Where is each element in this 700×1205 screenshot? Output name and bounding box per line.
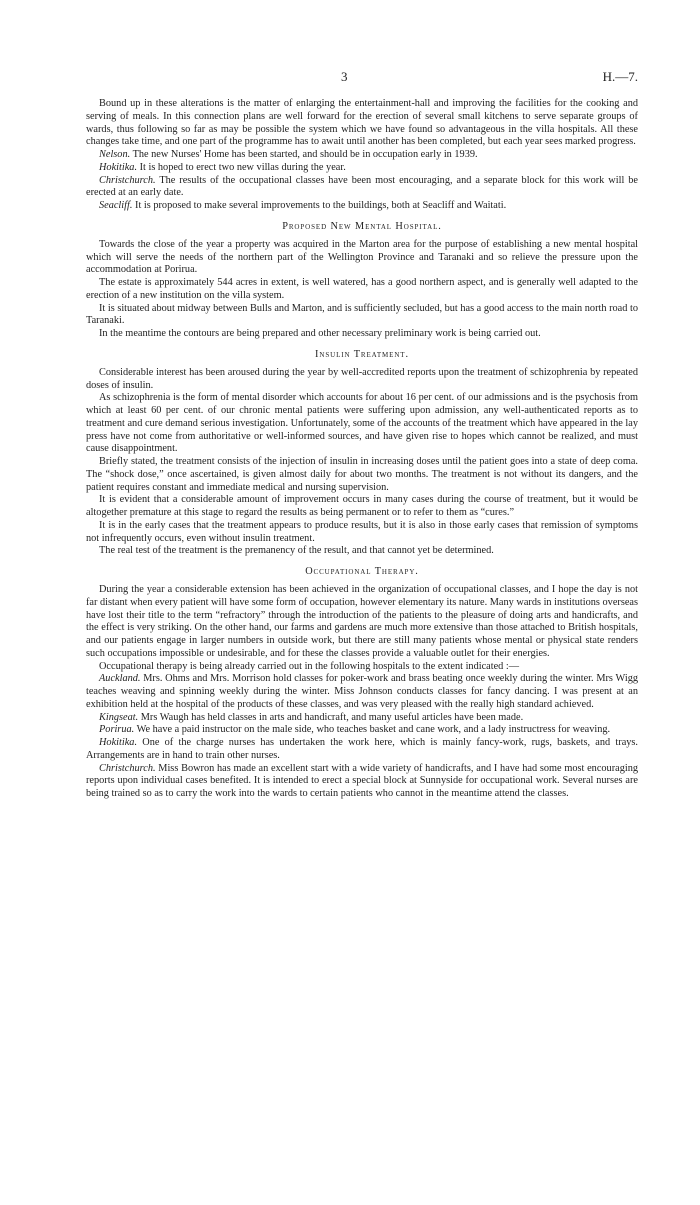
intro-paragraph: Bound up in these alterations is the matter of enlarging the entertainment-hall and improving the facilities for the cooking and serving of meals. In this connection plans are well forward for the erection of several small kitchens to serve separate groups of wards, thus following so far as may be possible the system which we have found so advantageous in the villa hospitals. All these changes take time, and one part of the programme has to await until another has been completed, but each year sees marked progress.: [86, 98, 638, 148]
institution-entry-seacliff: [86, 200, 638, 213]
paragraph: The real test of the treatment is the premanency of the result, and that cannot yet be determined.: [99, 545, 494, 557]
institution-name: Hokitika.: [99, 161, 138, 173]
page-number: 3: [341, 69, 348, 84]
institution-name: Seacliff.: [99, 200, 133, 211]
paragraph: Considerable interest has been aroused during the year by well-accredited reports upon the treatment of schizophrenia by repeated doses of insulin.: [86, 366, 638, 391]
document-reference: H.—7.: [602, 69, 638, 84]
hospital-text: One of the charge nurses has undertaken the work here, which is mainly fancy-work, rugs, baskets, and trays. Arrangements are in hand to train other nurses.: [86, 737, 638, 761]
hospital-name: Auckland.: [99, 673, 141, 685]
hospital-entry-porirua: [86, 724, 638, 737]
institution-text: The new Nurses' Home has been started, and should be in occupation early in 1939.: [130, 149, 478, 160]
paragraph: As schizophrenia is the form of mental disorder which accounts for about 16 per cent. of our admissions and is the psychosis from which at least 60 per cent. of our chronic mental patients were suffering upon admission, any well-authenticated reports as to treatment and cure demand serious investigation. Unfortunately, some of the accounts of the treatment which have appeared in the lay press have not come from authoritative or well-informed sources, and have given rise to hopes which cannot be realized, and must cause disappointment.: [86, 392, 638, 455]
institution-name: Nelson.: [99, 149, 131, 160]
institution-entry-hokitika: [86, 162, 638, 175]
section-heading-insulin: Insulin Treatment.: [315, 348, 409, 360]
hospital-name: Kingseat.: [99, 711, 139, 723]
section-heading-occupational: Occupational Therapy.: [305, 566, 419, 577]
paragraph: During the year a considerable extension has been achieved in the organization of occupational classes, and I hope the day is not far distant when every patient will have some form of occupation, however elementary its nature. Many wards in institutions overseas have lost their title to the term “refractory” through the introduction of the patients to the pleasure of doing arts and handicrafts, and the effect is very striking. On the other hand, our farms and gardens are much more extensive than those attached to British hospitals, and our patients engage in larger numbers in outside work, but there are still many patients whose mental or physical state renders such occupations impossible or undesirable, and for these the classes provide a valuable outlet for their energies.: [86, 584, 638, 659]
paragraph: It is in the early cases that the treatment appears to produce results, but it is also in those early cases that remission of symptoms not infrequently occurs, even without insulin treatment.: [86, 519, 638, 544]
institution-text: It is proposed to make several improvements to the buildings, both at Seacliff and Waitati.: [132, 200, 507, 211]
paragraph: Occupational therapy is being already carried out in the following hospitals to the extent indicated :—: [99, 660, 520, 672]
hospital-text: Miss Bowron has made an excellent start with a wide variety of handicrafts, and I have had some most encouraging reports upon individual cases benefited. It is intended to erect a special block at Sunnyside for occupational work. Several nurses are being trained so as to carry the work into the wards to certain patients who cannot in the meantime attend the classes.: [86, 762, 638, 799]
section-heading-mental-hospital: Proposed New Mental Hospital.: [282, 220, 442, 232]
hospital-text: Mrs Waugh has held classes in arts and handicraft, and many useful articles have been made.: [138, 711, 524, 723]
hospital-name: Porirua.: [99, 724, 135, 736]
hospital-text: We have a paid instructor on the male side, who teaches basket and cane work, and a lady instructress for weaving.: [134, 724, 611, 736]
institution-entry-christchurch: [86, 175, 638, 201]
hospital-entry-christchurch: [86, 763, 638, 801]
hospital-name: Hokitika.: [99, 737, 138, 748]
hospital-entry-auckland: [86, 673, 638, 711]
hospital-entry-kingseat: [86, 712, 638, 725]
paragraph: The estate is approximately 544 acres in extent, is well watered, has a good northern aspect, and is generally well adapted to the erection of a new institution on the villa system.: [86, 277, 638, 301]
institution-entry-nelson: [86, 149, 638, 162]
paragraph: Briefly stated, the treatment consists of the injection of insulin in increasing doses until the patient goes into a state of deep coma. The “shock dose,” once ascertained, is given almost daily for about two months. The treatment is not without its dangers, and the patient requires constant and immediate medical and nursing supervision.: [86, 456, 638, 493]
hospital-text: Mrs. Ohms and Mrs. Morrison hold classes for poker-work and brass beating once weekly during the winter. Mrs Wigg teaches weaving and spinning weekly during the winter. Miss Johnson conducts classes for fancy dancing. I was present at an exhibition held at the hospital of the products of these classes, and was very pleased with the really high standard achieved.: [86, 673, 638, 710]
paragraph: It is evident that a considerable amount of improvement occurs in many cases during the course of treatment, but it would be altogether premature at this stage to regard the results as being permanent or to refer to them as “cures.”: [86, 494, 638, 518]
hospital-entry-hokitika: [86, 737, 638, 763]
paragraph: Towards the close of the year a property was acquired in the Marton area for the purpose of establishing a new mental hospital which will serve the needs of the northern part of the Wellington Province and Taranaki and so relieve the pressure upon the accommodation at Porirua.: [86, 238, 638, 276]
institution-name: Christchurch.: [99, 174, 156, 186]
hospital-name: Christchurch.: [99, 762, 156, 774]
institution-text: The results of the occupational classes have been most encouraging, and a separate block for this work will be erected at an early date.: [86, 174, 638, 199]
paragraph: It is situated about midway between Bulls and Marton, and is sufficiently secluded, but has a good access to the main north road to Taranaki.: [86, 302, 638, 327]
institution-text: It is hoped to erect two new villas during the year.: [137, 161, 346, 173]
page-body: [86, 98, 638, 801]
paragraph: In the meantime the contours are being prepared and other necessary preliminary work is being carried out.: [99, 328, 541, 339]
